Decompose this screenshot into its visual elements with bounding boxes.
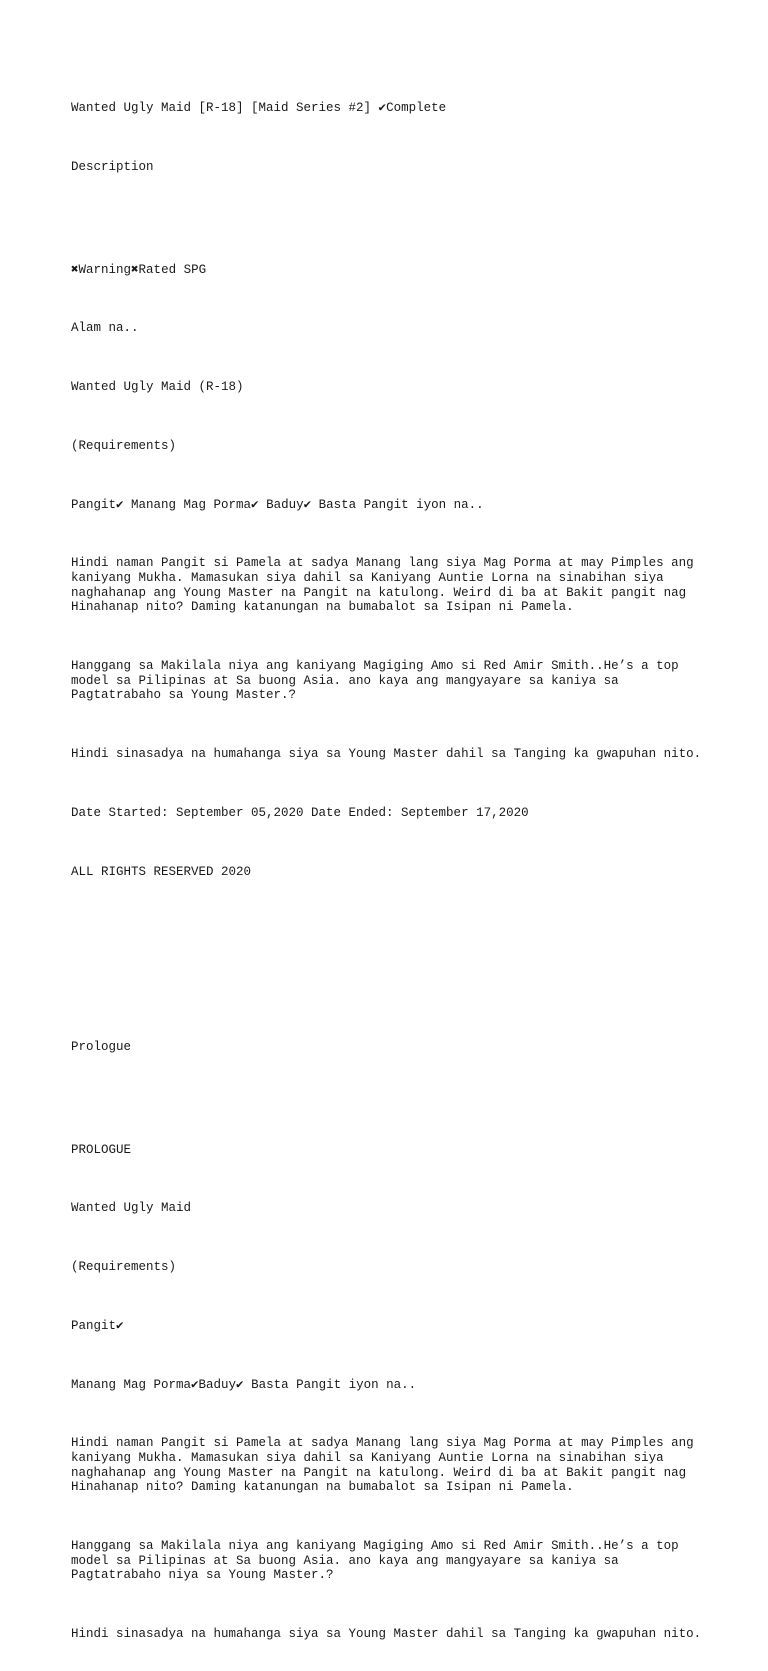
- description-paragraph-2: Hanggang sa Makilala niya ang kaniyang Magiging Amo si Red Amir Smith..He’s a top model sa Pilipinas at Sa buong Asia. ano kaya ang mangyayare sa kaniya sa Pagtatrabaho sa Young Master.?: [71, 659, 687, 703]
- section-gap: [71, 938, 711, 996]
- prologue-paragraph-2: Hanggang sa Makilala niya ang kaniyang Magiging Amo si Red Amir Smith..He’s a top model sa Pilipinas at Sa buong Asia. ano kaya ang mangyayare sa kaniya sa Pagtatrabaho niya sa Young Master.?: [71, 1539, 687, 1583]
- prologue-requirements-heading: (Requirements): [71, 1260, 177, 1275]
- blank-line: [71, 219, 711, 234]
- prologue-label: Prologue: [71, 1040, 132, 1055]
- requirements-heading: (Requirements): [71, 438, 177, 453]
- alam-line: Alam na..: [71, 321, 139, 336]
- story-title-line: Wanted Ugly Maid (R-18): [71, 380, 244, 395]
- prologue-paragraph-3: Hindi sinasadya na humahanga siya sa Young Master dahil sa Tanging ka gwapuhan nito.: [71, 1627, 702, 1642]
- requirements-list: Pangit✔ Manang Mag Porma✔ Baduy✔ Basta Pangit iyon na..: [71, 497, 484, 512]
- description-paragraph-3: Hindi sinasadya na humahanga siya sa Young Master dahil sa Tanging ka gwapuhan nito.: [71, 747, 702, 762]
- prologue-requirement-2: Manang Mag Porma✔Baduy✔ Basta Pangit iyon na..: [71, 1377, 417, 1392]
- document-page: [71, 72, 711, 1671]
- warning-line: ✖Warning✖Rated SPG: [71, 262, 207, 277]
- prologue-paragraph-1: Hindi naman Pangit si Pamela at sadya Manang lang siya Mag Porma at may Pimples ang kaniyang Mukha. Mamasukan siya dahil sa Kaniyang Auntie Lorna na sinabihan siya naghahanap ang Young Master na Pangit na katulong. Weird di ba at Bakit pangit nag Hinahanap nito? Daming katanungan na bumabalot sa Isipan ni Pamela.: [71, 1436, 702, 1495]
- blank-line: [71, 1099, 711, 1114]
- dates-line: Date Started: September 05,2020 Date Ended: September 17,2020: [71, 805, 529, 820]
- description-paragraph-1: Hindi naman Pangit si Pamela at sadya Manang lang siya Mag Porma at may Pimples ang kaniyang Mukha. Mamasukan siya dahil sa Kaniyang Auntie Lorna na sinabihan siya naghahanap ang Young Master na Pangit na katulong. Weird di ba at Bakit pangit nag Hinahanap nito? Daming katanungan na bumabalot sa Isipan ni Pamela.: [71, 556, 702, 615]
- prologue-requirement-1: Pangit✔: [71, 1318, 124, 1333]
- prologue-heading: PROLOGUE: [71, 1142, 132, 1157]
- description-heading: Description: [71, 160, 154, 175]
- book-title: Wanted Ugly Maid [R-18] [Maid Series #2] ✔Complete: [71, 101, 447, 116]
- rights-line: ALL RIGHTS RESERVED 2020: [71, 864, 252, 879]
- prologue-story-title: Wanted Ugly Maid: [71, 1201, 192, 1216]
